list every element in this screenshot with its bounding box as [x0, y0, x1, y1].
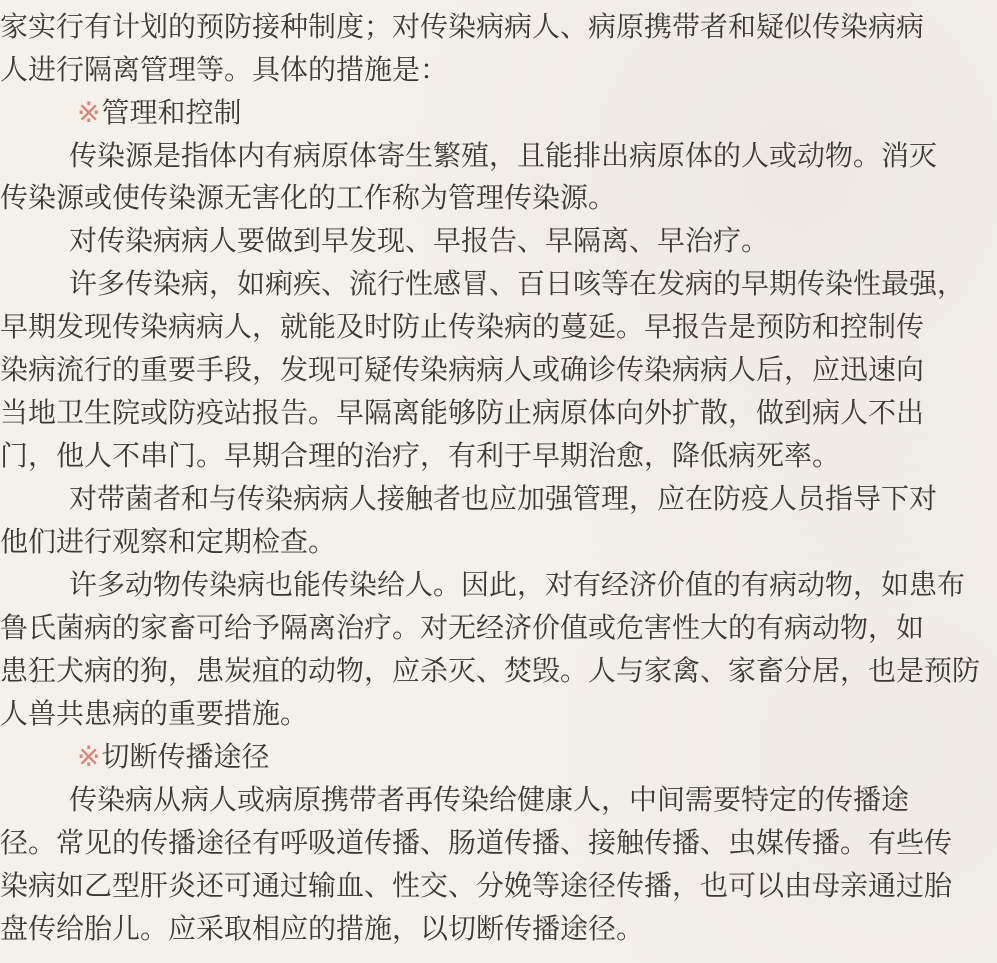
paragraph-line: 他们进行观察和定期检查。	[0, 525, 337, 558]
paragraph-line: 传染病从病人或病原携带者再传染给健康人，中间需要特定的传播途	[69, 783, 910, 816]
paragraph-line: 鲁氏菌病的家畜可给予隔离治疗。对无经济价值或危害性大的有病动物，如	[0, 611, 925, 644]
paragraph-line: 患狂犬病的狗，患炭疽的动物，应杀灭、焚毁。人与家禽、家畜分居，也是预防	[0, 654, 981, 687]
paragraph-line: 许多传染病，如痢疾、流行性感冒、百日咳等在发病的早期传染性最强，	[69, 267, 966, 300]
paragraph-line: 当地卫生院或防疫站报告。早隔离能够防止病原体向外扩散，做到病人不出	[0, 396, 925, 429]
paragraph-line: 染病如乙型肝炎还可通过输血、性交、分娩等途径传播，也可以由母亲通过胎	[0, 869, 953, 902]
reference-mark-icon: ※	[77, 740, 101, 773]
section-heading	[77, 740, 270, 773]
paragraph-line: 早期发现传染病病人，就能及时防止传染病的蔓延。早报告是预防和控制传	[0, 310, 925, 343]
section-heading	[77, 96, 242, 129]
section-heading-text: 管理和控制	[101, 96, 242, 129]
paragraph-line: 对传染病病人要做到早发现、早报告、早隔离、早治疗。	[69, 224, 770, 257]
section-heading-text: 切断传播途径	[101, 740, 270, 773]
paragraph-line: 径。常见的传播途径有呼吸道传播、肠道传播、接触传播、虫媒传播。有些传	[0, 826, 953, 859]
paragraph-line: 人兽共患病的重要措施。	[0, 697, 309, 730]
reference-mark-icon: ※	[77, 96, 101, 129]
paragraph-line: 传染源是指体内有病原体寄生繁殖，且能排出病原体的人或动物。消灭	[69, 139, 938, 172]
paragraph-line: 染病流行的重要手段，发现可疑传染病病人或确诊传染病病人后，应迅速向	[0, 353, 925, 386]
paragraph-line: 盘传给胎儿。应采取相应的措施，以切断传播途径。	[0, 912, 645, 945]
paragraph-line: 许多动物传染病也能传染给人。因此，对有经济价值的有病动物，如患布	[69, 568, 966, 601]
text-line: 家实行有计划的预防接种制度；对传染病病人、病原携带者和疑似传染病病	[0, 10, 925, 43]
paragraph-line: 对带菌者和与传染病病人接触者也应加强管理，应在防疫人员指导下对	[69, 482, 938, 515]
paragraph-line: 门，他人不串门。早期合理的治疗，有利于早期治愈，降低病死率。	[0, 439, 841, 472]
paragraph-line: 传染源或使传染源无害化的工作称为管理传染源。	[0, 181, 617, 214]
text-line: 人进行隔离管理等。具体的措施是：	[0, 53, 449, 86]
